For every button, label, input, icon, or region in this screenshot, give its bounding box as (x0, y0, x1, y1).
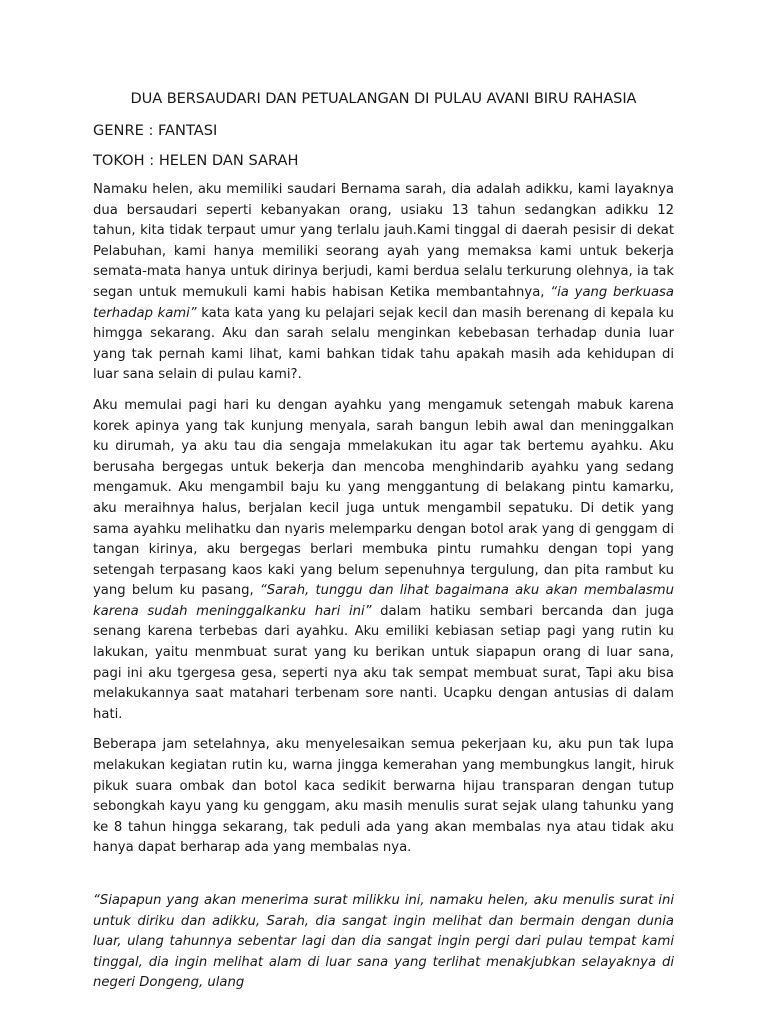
paragraph-3: Beberapa jam setelahnya, aku menyelesaikan semua pekerjaan ku, aku pun tak lupa melakukan kegiatan rutin ku, warna jingga kemerahan yang membungkus langit, hiruk pikuk suara ombak dan botol kaca sedikit berwarna hijau transparan dengan tutup sebongkah kayu yang ku genggam, aku masih menulis surat sejak ulang tahunku yang ke 8 tahun hingga sekarang, tak peduli ada yang akan membalas nya atau tidak aku hanya dapat berharap ada yang membalas nya. (93, 737, 674, 856)
paragraph-2-text-b: dalam hatiku sembari bercanda dan juga senang karena terbebas dari ayahku. Aku emiliki kebiasan setiap pagi yang rutin ku lakukan, yaitu menmbuat surat yang ku berikan untuk siapapun orang di luar sana, pagi ini aku tgergesa gesa, seperti nya aku tak sempat membuat surat, Tapi aku bisa melakukannya saat matahari terbenam sore nanti. Ucapku dengan antusias di dalam hati. (93, 603, 674, 722)
paragraph-1-text-a: Namaku helen, aku memiliki saudari Bernama sarah, dia adalah adikku, kami layaknya dua bersaudari seperti kebanyakan orang, usiaku 13 tahun sedangkan adikku 12 tahun, kita tidak terpaut umur yang terlalu jauh.Kami tinggal di daerah pesisir di dekat Pelabuhan, kami hanya memiliki seorang ayah yang memaksa kami untuk bekerja semata-mata hanya untuk dirinya berjudi, kami berdua selalu terkurung olehnya, ia tak segan untuk memukuli kami habis habisan Ketika membantahnya, (93, 182, 674, 300)
paragraph-1 (93, 180, 674, 386)
paragraph-1-text-b: kata kata yang ku pelajari sejak kecil dan masih berenang di kepala ku himgga sekarang. Aku dan sarah selalu menginkan kebebasan terhadap dunia luar yang tak pernah kami lihat, kami bahkan tidak tahu apakah masih ada kehidupan di luar sana selain di pulau kami?. (93, 305, 674, 383)
paragraph-2-text-a: Aku memulai pagi hari ku dengan ayahku yang mengamuk setengah mabuk karena korek apinya yang tak kunjung menyala, sarah bangun lebih awal dan meninggalkan ku dirumah, ya aku tau dia sengaja mmelakukan itu agar tak bertemu ayahku. Aku berusaha bergegas untuk bekerja dan mencoba menghindarib ayahku yang sedang mengamuk. Aku mengambil baju ku yang menggantung di belakang pintu kamarku, aku meraihnya halus, berjalan kecil juga untuk mengambil sepatuku. Di detik yang sama ayahku melihatku dan nyaris melemparku dengan botol arak yang di genggam di tangan kirinya, aku bergegas berlari membuka pintu rumahku dengan topi yang setengah terpasang kaos kaki yang belum sepenuhnya tergulung, dan pita rambut ku yang belum ku pasang, (93, 397, 674, 599)
paragraph-1-quote: “ia yang berkuasa terhadap kami” (93, 284, 674, 321)
genre-line: GENRE : FANTASI (93, 122, 218, 139)
document-page (93, 88, 674, 1004)
paragraph-2 (93, 396, 674, 726)
paragraph-2-quote: “Sarah, tunggu dan lihat bagaimana aku akan membalasmu karena sudah meninggalkanku hari ini” (93, 583, 674, 619)
characters-line: TOKOH : HELEN DAN SARAH (93, 152, 299, 169)
document-title: DUA BERSAUDARI DAN PETUALANGAN DI PULAU AVANI BIRU RAHASIA (130, 90, 637, 107)
letter-paragraph: “Siapapun yang akan menerima surat milikku ini, namaku helen, aku menulis surat ini untuk diriku dan adikku, Sarah, dia sangat ingin melihat dan bermain dengan dunia luar, ulang tahunnya sebentar lagi dan dia sangat ingin pergi dari pulau tempat kami tinggal, dia ingin melihat alam di luar sana yang terlihat menakjubkan selayaknya di negeri Dongeng, ulang (93, 893, 674, 991)
